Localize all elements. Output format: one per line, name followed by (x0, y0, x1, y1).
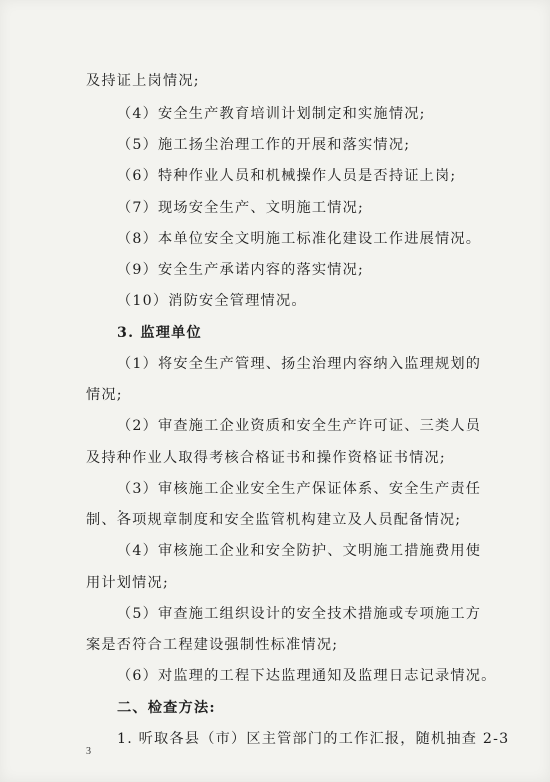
section-heading: 二、检查方法: (117, 700, 216, 716)
section-heading: 3. 监理单位 (117, 325, 202, 341)
text-line: 及持证上岗情况; (86, 73, 200, 89)
scan-speck (119, 510, 121, 512)
text-line: 案是否符合工程建设强制性标准情况; (86, 637, 339, 653)
text-line: （5）施工扬尘治理工作的开展和落实情况; (117, 137, 411, 153)
text-line: （8）本单位安全文明施工标准化建设工作进展情况。 (117, 231, 482, 247)
text-line: （4）安全生产教育培训计划制定和实施情况; (117, 106, 426, 122)
text-line: （2）审查施工企业资质和安全生产许可证、三类人员 (117, 418, 482, 434)
text-line: 用计划情况; (86, 575, 169, 591)
text-line: （1）将安全生产管理、扬尘治理内容纳入监理规划的 (117, 356, 482, 372)
page-number: 3 (86, 746, 91, 757)
text-line: （4）审核施工企业和安全防护、文明施工措施费用使 (117, 543, 482, 559)
text-line: （6）特种作业人员和机械操作人员是否持证上岗; (117, 168, 457, 184)
text-line: （6）对监理的工程下达监理通知及监理日志记录情况。 (117, 668, 497, 684)
text-line: （5）审查施工组织设计的安全技术措施或专项施工方 (117, 606, 482, 622)
text-line: 制、各项规章制度和安全监管机构建立及人员配备情况; (86, 512, 462, 528)
text-line: （9）安全生产承诺内容的落实情况; (117, 262, 365, 278)
text-line: 1. 听取各县（市）区主管部门的工作汇报，随机抽查 2-3 (117, 731, 510, 747)
text-line: （10）消防安全管理情况。 (117, 293, 307, 309)
text-line: （3）审核施工企业安全生产保证体系、安全生产责任 (117, 481, 482, 497)
text-line: 情况; (86, 387, 123, 403)
text-line: （7）现场安全生产、文明施工情况; (117, 200, 365, 216)
text-line: 及持种作业人取得考核合格证书和操作资格证书情况; (86, 450, 446, 466)
